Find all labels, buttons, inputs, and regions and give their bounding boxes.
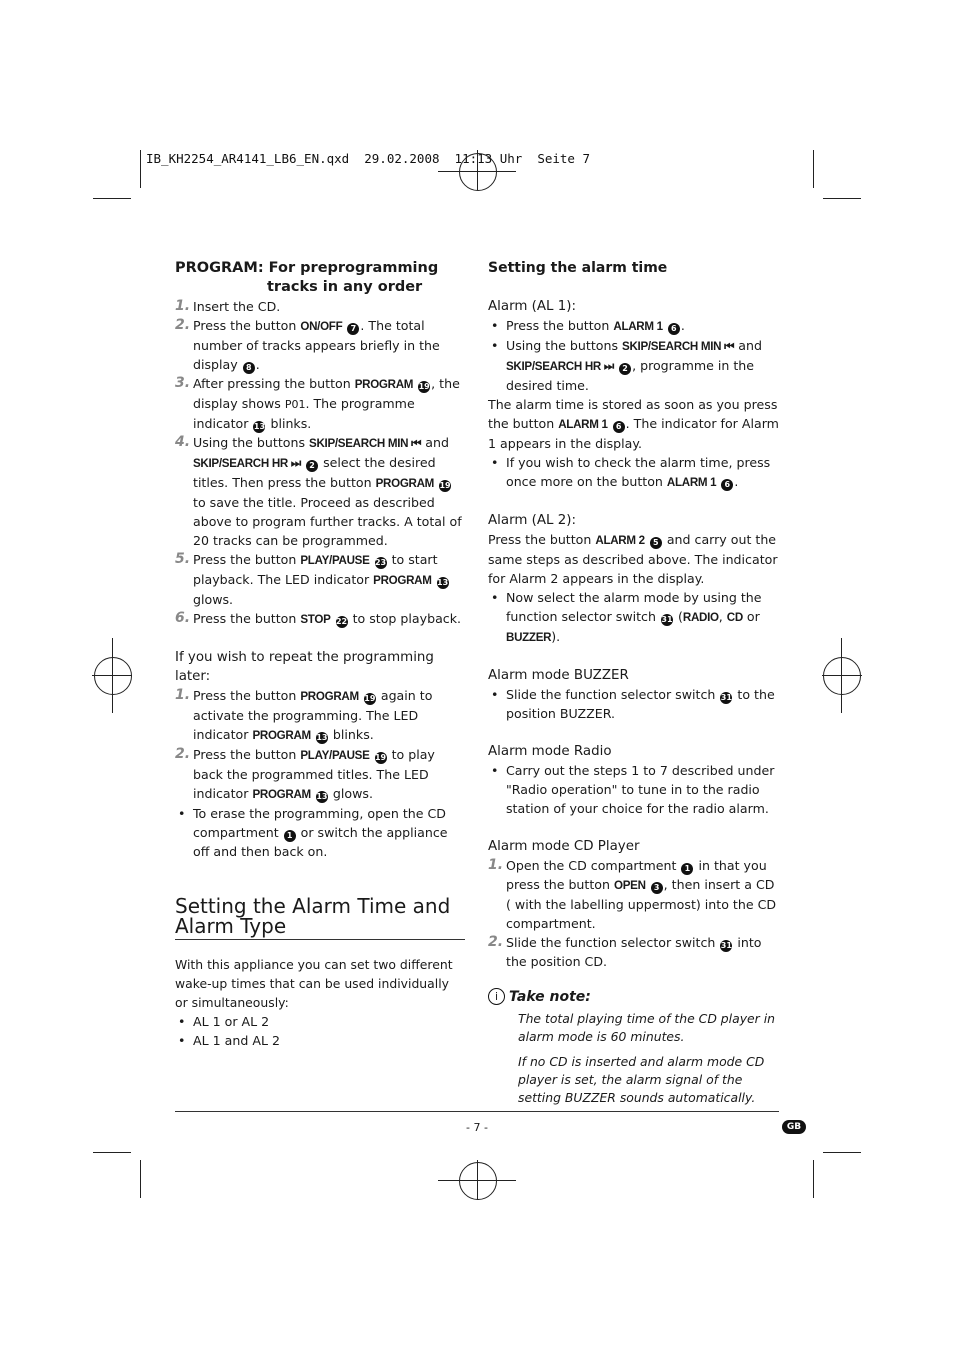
callout-number: 19 (418, 382, 430, 391)
text-run: , the display shows (193, 376, 460, 411)
right-column (488, 259, 780, 1107)
alarm-section-title (175, 896, 465, 940)
bullet-item (488, 336, 780, 395)
step-number: 2. (175, 317, 191, 333)
text-run (645, 532, 649, 547)
al1-heading: Alarm (AL 1): (488, 299, 577, 314)
text-run (359, 688, 363, 703)
text-run (608, 416, 612, 431)
callout-number: 6 (668, 323, 680, 335)
callout-number: 7 (347, 323, 359, 335)
text-run: Press the button (506, 318, 614, 333)
text-run: Slide the function selector switch (506, 687, 720, 702)
text-run (331, 611, 335, 626)
callout-number: 1 (284, 830, 296, 842)
text-run: blinks. (328, 727, 374, 742)
al2-bullets (488, 588, 780, 647)
callout-number: 19 (364, 694, 376, 703)
numbered-step (175, 745, 465, 804)
callout-number: 13 (316, 792, 328, 801)
alarm-title-line1: Setting the Alarm Time and (175, 894, 451, 918)
callout-number: 31 (720, 941, 732, 950)
text-run: . The programme indicator (193, 396, 415, 431)
text-run: . (255, 357, 260, 372)
text-run: , then insert a CD ( with the labelling uppermost) into the CD compartment. (506, 877, 777, 931)
left-column (175, 259, 465, 1050)
button-label: BUZZER (506, 631, 552, 644)
text-run (663, 318, 667, 333)
text-run: glows. (193, 592, 234, 607)
button-label: PROGRAM (373, 574, 432, 587)
callout-number: 6 (613, 421, 625, 433)
button-label: SKIP/SEARCH HR ⏭ (506, 360, 615, 373)
button-label: RADIO (682, 611, 719, 624)
alarm-intro: With this appliance you can set two different wake-up times that can be used individually or simultaneously: (175, 957, 453, 1010)
text-run (370, 552, 374, 567)
set-alarm-heading: Setting the alarm time (488, 260, 668, 276)
callout-number: 1 (681, 863, 693, 875)
alarm-title-line2: Alarm Type (175, 914, 287, 938)
program-heading: PROGRAM: For preprogramming (175, 260, 439, 276)
al1-bullets (488, 316, 780, 395)
text-run: Press the button (488, 532, 596, 547)
text-run: ( (673, 609, 683, 624)
repeat-bullets (175, 804, 465, 861)
text-run (311, 786, 315, 801)
text-run: to stop playback. (348, 611, 462, 626)
callout-number: 22 (335, 617, 348, 626)
bullet-item (488, 316, 780, 336)
text-run: Press the button (193, 747, 301, 762)
text-run: and (734, 338, 762, 353)
text-run: Now select the alarm mode by using the function selector switch (506, 590, 762, 624)
button-label: PROGRAM (252, 788, 311, 801)
radio-heading: Alarm mode Radio (488, 744, 612, 759)
button-label: PROGRAM (375, 477, 435, 490)
text-run: Insert the CD. (193, 299, 281, 314)
text-run (432, 572, 436, 587)
callout-number: 5 (650, 537, 662, 549)
program-steps (175, 297, 465, 629)
buzzer-bullets (488, 685, 780, 723)
text-run (434, 475, 438, 490)
callout-number: 2 (619, 363, 631, 375)
bullet-item (488, 761, 780, 818)
button-label: PLAY/PAUSE (300, 749, 370, 762)
registration-mark-bottom (459, 1162, 497, 1200)
callout-number: 31 (661, 615, 673, 624)
info-icon: i (488, 988, 505, 1005)
text-run: to the position BUZZER. (506, 687, 775, 721)
button-label: CD (726, 611, 743, 624)
button-label: PLAY/PAUSE (300, 554, 370, 567)
text-run: ). (551, 629, 561, 644)
repeat-heading: If you wish to repeat the programming later: (175, 650, 434, 684)
text-run (370, 747, 374, 762)
bullet-item: • AL 1 or AL 2 (175, 1012, 465, 1031)
al2-text (488, 530, 780, 588)
bullet-item (488, 588, 780, 647)
bullet-item (488, 685, 780, 723)
text-run: select the desired titles. Then press the button (193, 455, 436, 490)
step-number: 2. (488, 934, 504, 950)
numbered-step (175, 433, 465, 550)
text-run: to save the title. Proceed as described above to program further tracks. A total of 20 tracks can be programmed. (193, 495, 462, 548)
numbered-step (175, 609, 465, 629)
text-run: Open the CD compartment (506, 858, 681, 873)
al1-bullets-2 (488, 453, 780, 492)
text-run (614, 358, 618, 373)
text-run: glows. (328, 786, 373, 801)
callout-number: 3 (651, 882, 663, 894)
numbered-step (488, 933, 780, 971)
note-paragraph-1: The total playing time of the CD player in alarm mode is 60 minutes. (518, 1011, 775, 1044)
callout-number: 19 (374, 753, 387, 762)
step-number: 1. (488, 857, 504, 873)
text-run: . (680, 318, 685, 333)
button-label: ALARM 1 (613, 320, 663, 333)
text-run: and (421, 435, 449, 450)
text-run: into the position CD. (506, 935, 762, 969)
callout-number: 19 (439, 481, 451, 490)
cd-heading: Alarm mode CD Player (488, 839, 640, 854)
text-run: or switch the appliance off and then back on. (193, 825, 448, 859)
text-run: again to activate the programming. The LED indicator (193, 688, 433, 742)
button-label: PROGRAM (252, 729, 311, 742)
text-run: To erase the programming, open the CD compartment (193, 806, 446, 840)
text-run: Using the buttons (506, 338, 623, 353)
text-run: and carry out the same steps as described above. The indicator for Alarm 2 appears in the display. (488, 532, 778, 586)
bullet-item (488, 453, 780, 492)
callout-number: 6 (721, 479, 733, 491)
radio-bullets (488, 761, 780, 818)
text-run: in that you press the button (506, 858, 767, 892)
text-run: Press the button (193, 688, 301, 703)
callout-number: 13 (316, 733, 328, 742)
text-run: to play back the programmed titles. The LED indicator (193, 747, 435, 801)
program-heading-2: tracks in any order (267, 279, 423, 295)
text-run: . (734, 474, 739, 489)
numbered-step (175, 297, 465, 316)
take-note (488, 988, 780, 1007)
step-number: 4. (175, 434, 191, 450)
text-run (646, 877, 650, 892)
text-run: Carry out the steps 1 to 7 described under "Radio operation" to tune in to the radio station of your choice for the radio alarm. (506, 763, 775, 816)
step-number: 1. (175, 298, 191, 314)
cd-steps (488, 856, 780, 971)
button-label: ALARM 2 (595, 534, 645, 547)
footer-rule (175, 1111, 779, 1112)
text-run: Press the button (193, 611, 301, 626)
step-number: 3. (175, 375, 191, 391)
numbered-step (488, 856, 780, 933)
text-run: Slide the function selector switch (506, 935, 720, 950)
button-label: ALARM 1 (666, 476, 717, 489)
repeat-steps (175, 686, 465, 804)
print-slug: IB_KH2254_AR4141_LB6_EN.qxd 29.02.2008 11:13 Uhr Seite 7 (146, 151, 591, 166)
text-run: blinks. (266, 416, 312, 431)
text-run (301, 455, 305, 470)
registration-mark-left (94, 657, 132, 695)
text-run: If you wish to check the alarm time, press once more on the button (506, 455, 771, 489)
text-run: . The indicator for Alarm 1 appears in the display. (488, 416, 779, 451)
button-label: ALARM 1 (558, 418, 608, 431)
alarm-options (175, 1012, 465, 1050)
bullet-item (175, 804, 465, 861)
callout-number: 13 (437, 578, 449, 587)
text-run: , programme in the desired time. (506, 358, 755, 393)
button-label: SKIP/SEARCH MIN ⏮ (309, 437, 422, 450)
language-badge: GB (782, 1120, 806, 1134)
step-number: 5. (175, 551, 191, 567)
numbered-step (175, 550, 465, 609)
text-run: Using the buttons (193, 435, 310, 450)
text-run: After pressing the button (193, 376, 355, 391)
callout-number: 2 (306, 460, 318, 472)
numbered-step (175, 316, 465, 374)
text-run (716, 474, 720, 489)
text-run: , (718, 609, 727, 624)
step-number: 1. (175, 687, 191, 703)
callout-number: 23 (374, 558, 387, 567)
text-run (311, 727, 315, 742)
numbered-step (175, 374, 465, 433)
buzzer-heading: Alarm mode BUZZER (488, 668, 629, 683)
text-run: . The total number of tracks appears briefly in the display (193, 318, 440, 372)
bullet-item: • AL 1 and AL 2 (175, 1031, 465, 1050)
take-note-title: Take note: (509, 989, 591, 1005)
numbered-step (175, 686, 465, 745)
text-run (413, 376, 417, 391)
button-label: STOP (300, 613, 331, 626)
button-label: OPEN (613, 879, 646, 892)
display-symbol: P01 (284, 398, 306, 411)
note-paragraph-2: If no CD is inserted and alarm mode CD player is set, the alarm signal of the setting BUZZER sounds automatically. (518, 1054, 765, 1105)
text-run: or (742, 609, 760, 624)
text-run: Press the button (193, 552, 301, 567)
button-label: ON/OFF (300, 320, 343, 333)
button-label: SKIP/SEARCH MIN ⏮ (622, 340, 735, 353)
button-label: PROGRAM (300, 690, 359, 703)
al1-text (488, 395, 780, 453)
page-number: - 7 - (466, 1121, 488, 1134)
callout-number: 8 (243, 362, 255, 374)
step-number: 2. (175, 746, 191, 762)
button-label: SKIP/SEARCH HR ⏭ (193, 457, 302, 470)
step-number: 6. (175, 610, 191, 626)
callout-number: 13 (253, 422, 266, 431)
button-label: PROGRAM (354, 378, 414, 391)
text-run: to start playback. The LED indicator (193, 552, 438, 587)
text-run: The alarm time is stored as soon as you press the button (488, 397, 778, 431)
al2-heading: Alarm (AL 2): (488, 513, 577, 528)
text-run: Press the button (193, 318, 301, 333)
text-run (342, 318, 346, 333)
callout-number: 31 (720, 693, 732, 702)
registration-mark-right (823, 657, 861, 695)
